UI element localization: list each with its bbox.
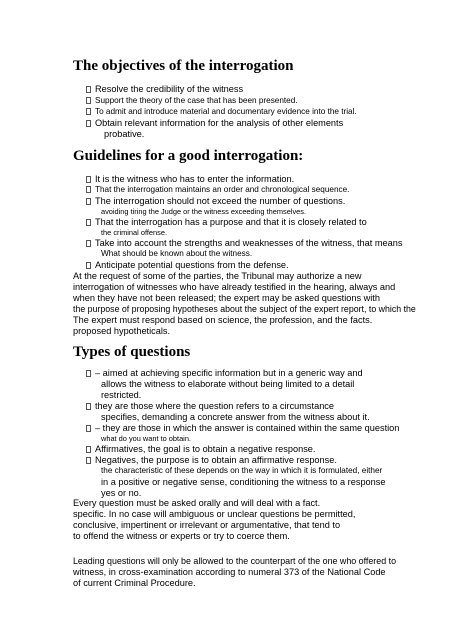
list-item-continuation: restricted.: [101, 390, 142, 400]
guidelines-heading: Guidelines for a good interrogation:: [73, 148, 304, 164]
paragraph-line: witness, in cross-examination according to numeral 373 of the National Code: [73, 567, 386, 577]
checkbox-glyph-icon: [86, 198, 91, 205]
checkbox-glyph-icon: [86, 120, 91, 127]
list-item-continuation: what do you want to obtain.: [101, 434, 191, 443]
paragraph-line: when they have not been released; the expert may be asked questions with: [73, 293, 380, 303]
paragraph-line: the purpose of proposing hypotheses about the subject of the expert report, to which the: [73, 304, 416, 314]
paragraph-line: proposed hypotheticals.: [73, 326, 171, 336]
paragraph-line: interrogation of witnesses who have already testified in the hearing, always and: [73, 282, 396, 292]
checkbox-glyph-icon: [86, 403, 91, 410]
list-item: – they are those in which the answer is contained within the same question: [86, 422, 399, 434]
list-item-continuation: the characteristic of these depends on the way in which it is formulated, either: [101, 466, 383, 475]
paragraph-line: Leading questions will only be allowed to the counterpart of the one who offered to: [73, 556, 397, 566]
paragraph-line: Every question must be asked orally and will deal with a fact.: [73, 498, 321, 508]
list-item: It is the witness who has to enter the information.: [86, 173, 294, 185]
list-item: Negatives, the purpose is to obtain an affirmative response.: [86, 454, 337, 466]
checkbox-glyph-icon: [86, 446, 91, 453]
list-item-continuation: yes or no.: [101, 488, 142, 498]
list-item: – aimed at achieving specific information but in a generic way and: [86, 367, 363, 379]
list-item-continuation: allows the witness to elaborate without being limited to a detail: [101, 379, 355, 389]
list-item-continuation: What should be known about the witness.: [101, 249, 253, 258]
checkbox-glyph-icon: [86, 457, 91, 464]
list-item-continuation: avoiding tiring the Judge or the witness exceeding themselves.: [101, 207, 307, 216]
list-item: To admit and introduce material and documentary evidence into the trial.: [86, 106, 357, 118]
list-item-continuation: specifies, demanding a concrete answer from the witness about it.: [101, 412, 370, 422]
list-item: Take into account the strengths and weaknesses of the witness, that means: [86, 237, 402, 249]
checkbox-glyph-icon: [86, 370, 91, 377]
paragraph-line: conclusive, impertinent or irrelevant or argumentative, that tend to: [73, 520, 341, 530]
checkbox-glyph-icon: [86, 219, 91, 226]
list-item: Affirmatives, the goal is to obtain a negative response.: [86, 443, 315, 455]
list-item: That the interrogation has a purpose and that it is closely related to: [86, 216, 367, 228]
list-item-continuation: in a positive or negative sense, conditioning the witness to a response: [101, 477, 386, 487]
types-heading: Types of questions: [73, 344, 191, 360]
checkbox-glyph-icon: [86, 240, 91, 247]
checkbox-glyph-icon: [86, 108, 91, 115]
checkbox-glyph-icon: [86, 262, 91, 269]
checkbox-glyph-icon: [86, 186, 91, 193]
list-item: Support the theory of the case that has been presented.: [86, 95, 298, 107]
paragraph-line: to offend the witness or experts or try to coerce them.: [73, 531, 290, 541]
list-item: Resolve the credibility of the witness: [86, 83, 243, 95]
checkbox-glyph-icon: [86, 97, 91, 104]
objectives-heading: The objectives of the interrogation: [73, 58, 294, 74]
paragraph-line: At the request of some of the parties, the Tribunal may authorize a new: [73, 271, 362, 281]
paragraph-line: of current Criminal Procedure.: [73, 578, 196, 588]
list-item: That the interrogation maintains an order and chronological sequence.: [86, 184, 349, 196]
list-item-continuation: probative.: [104, 129, 145, 139]
list-item: they are those where the question refers to a circumstance: [86, 400, 334, 412]
list-item: Anticipate potential questions from the defense.: [86, 259, 289, 271]
list-item-continuation: the criminal offense.: [101, 228, 168, 237]
list-item: The interrogation should not exceed the number of questions.: [86, 195, 345, 207]
checkbox-glyph-icon: [86, 425, 91, 432]
checkbox-glyph-icon: [86, 86, 91, 93]
paragraph-line: The expert must respond based on science, the profession, and the facts.: [73, 315, 373, 325]
checkbox-glyph-icon: [86, 176, 91, 183]
list-item: Obtain relevant information for the analysis of other elements: [86, 117, 343, 129]
paragraph-line: specific. In no case will ambiguous or unclear questions be permitted,: [73, 509, 356, 519]
